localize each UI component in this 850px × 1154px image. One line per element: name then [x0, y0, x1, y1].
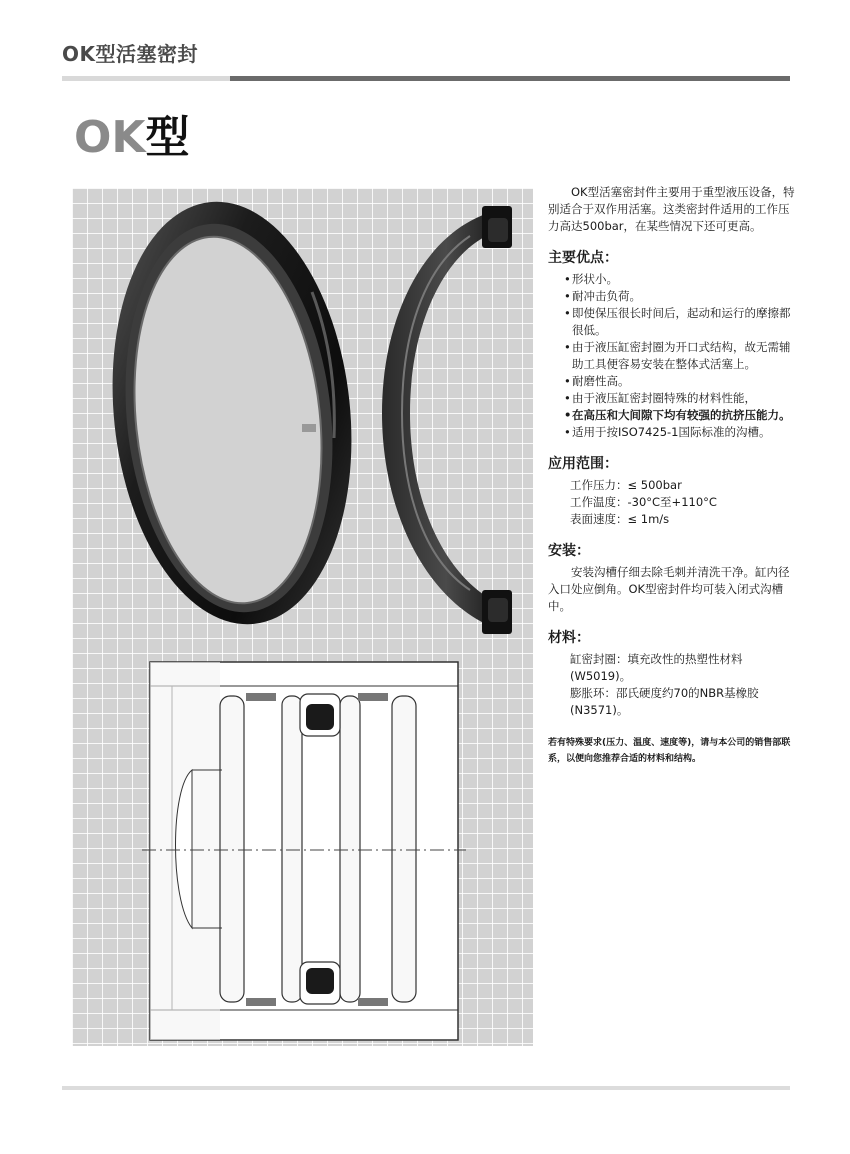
product-illustration	[72, 188, 533, 1046]
seal-ring-image	[92, 190, 371, 636]
advantage-item: • 由于液压缸密封圈特殊的材料性能，	[564, 390, 798, 407]
product-figure	[72, 188, 533, 1046]
header-rule-dark	[230, 76, 790, 81]
main-title-suffix: 型	[145, 112, 190, 163]
main-title-prefix: OK	[74, 112, 146, 163]
application-pressure: 工作压力：≤ 500bar	[570, 478, 682, 492]
page-header-title: OK型活塞密封	[62, 42, 198, 66]
text-column	[548, 184, 798, 767]
advantage-item: • 即使保压很长时间后，起动和运行的摩擦都很低。	[564, 305, 798, 339]
materials-heading: 材料：	[548, 630, 590, 646]
application-speed: 表面速度：≤ 1m/s	[570, 512, 670, 526]
installation-section-drawing	[142, 662, 466, 1040]
installation-text: 安装沟槽仔细去除毛刺并清洗干净。缸内径入口处应倒角。OK型密封件均可装入闭式沟槽中。	[548, 565, 790, 613]
application-heading: 应用范围：	[548, 456, 618, 472]
advantage-item: • 由于液压缸密封圈为开口式结构，故无需辅助工具便容易安装在整体式活塞上。	[564, 339, 798, 373]
advantages-list	[548, 271, 798, 441]
advantage-item-bold: • 在高压和大间隙下均有较强的抗挤压能力。	[564, 407, 798, 424]
application-lines	[548, 477, 798, 528]
header-rule-light	[62, 76, 230, 81]
application-temperature: 工作温度：-30°C至+110°C	[570, 495, 717, 509]
material-line: 膨胀环：邵氏硬度约70的NBR基橡胶(N3571)。	[570, 686, 759, 717]
material-line: 缸密封圈：填充改性的热塑性材料(W5019)。	[570, 652, 743, 683]
advantages-heading: 主要优点：	[548, 250, 618, 266]
seal-section-image	[382, 206, 512, 634]
advantage-item: • 形状小。	[564, 271, 798, 288]
footer-rule	[62, 1086, 790, 1090]
advantage-item: • 耐磨性高。	[564, 373, 798, 390]
advantage-item: • 耐冲击负荷。	[564, 288, 798, 305]
materials-lines	[548, 651, 798, 719]
main-title	[74, 112, 190, 163]
installation-heading: 安装：	[548, 543, 590, 559]
special-request-note: 若有特殊要求(压力、温度、速度等)，请与本公司的销售部联系，以便向您推荐合适的材料和结构。	[548, 738, 791, 764]
advantage-item: • 适用于按ISO7425-1国际标准的沟槽。	[564, 424, 798, 441]
intro-paragraph: OK型活塞密封件主要用于重型液压设备，特别适合于双作用活塞。这类密封件适用的工作压力高达500bar，在某些情况下还可更高。	[548, 185, 795, 233]
